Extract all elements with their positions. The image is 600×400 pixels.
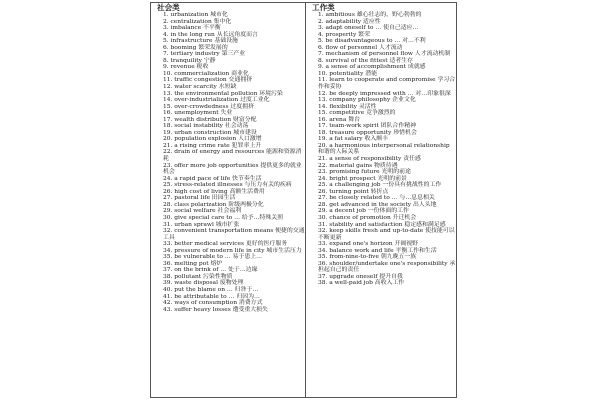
vocabulary-entry: 31. urban sprawl 城市扩张 bbox=[163, 221, 240, 228]
vocabulary-entry: 36. shoulder/undertake one's responsibility 承担起自己的责任 bbox=[318, 260, 456, 274]
social-vocabulary-list bbox=[157, 12, 305, 313]
vocabulary-entry: 6. booming 繁荣发展的 bbox=[163, 44, 228, 51]
vocabulary-entry: 11. learn to cooperate and compromise 学习合作和妥协 bbox=[318, 77, 456, 91]
social-column-title: 社会类 bbox=[157, 3, 180, 12]
vocabulary-entry: 35. from-nine-to-five 朝九晚五一族 bbox=[318, 254, 417, 261]
vocabulary-entry: 35. be vulnerable to … 易于患上… bbox=[163, 254, 262, 261]
vocabulary-entry: 40. put the blame on … 归咎于… bbox=[163, 286, 259, 293]
vocabulary-entry: 34. pressure of modern life in city 城市生活压力 bbox=[163, 247, 302, 254]
vocabulary-entry: 11. traffic congestion 交通拥挤 bbox=[163, 77, 253, 84]
vocabulary-entry: 26. high cost of living 高额生活费用 bbox=[163, 188, 265, 195]
vocabulary-entry: 32. convenient transportation means 便捷的交通工具 bbox=[163, 228, 305, 241]
vocabulary-entry: 33. expand one's horizon 开阔视野 bbox=[318, 241, 419, 248]
vocabulary-entry: 37. upgrade oneself 提升自我 bbox=[318, 273, 403, 280]
vocabulary-entry: 21. a sense of responsibility 责任感 bbox=[318, 156, 421, 163]
vocabulary-entry: 17. wealth distribution 财富分配 bbox=[163, 116, 257, 123]
vocabulary-entry: 1. ambitious 雄心壮志的，野心勃勃的 bbox=[318, 12, 422, 18]
vocabulary-entry: 4. prosperity 繁荣 bbox=[318, 31, 370, 38]
vocabulary-entry: 24. a rapid pace of life 快节奏生活 bbox=[163, 175, 262, 182]
vocabulary-entry: 12. be deeply impressed with … 对…印象很深 bbox=[318, 90, 451, 97]
vocabulary-entry: 14. over-industrialization 过度工业化 bbox=[163, 97, 270, 104]
vocabulary-entry: 19. a fat salary 收入颇丰 bbox=[318, 136, 389, 143]
vocabulary-entry: 7. mechanism of personnel flow 人才流动机制 bbox=[318, 51, 451, 58]
vocabulary-entry: 22. drain of energy and resources 能源和资源消耗 bbox=[163, 149, 302, 163]
vocabulary-entry: 20. population explosion 人口激增 bbox=[163, 136, 262, 143]
vocabulary-entry: 15. over-crowdedness 过度拥挤 bbox=[163, 103, 254, 110]
vocabulary-entry: 42. ways of consumption 消费方式 bbox=[163, 300, 263, 307]
vocabulary-entry: 16. unemployment 失业 bbox=[163, 110, 233, 117]
vocabulary-entry: 24. bright prospect 光明的前景 bbox=[318, 175, 407, 182]
vocabulary-entry: 5. infrastructure 基础设施 bbox=[163, 38, 238, 45]
vocabulary-entry: 6. flow of personnel 人才流动 bbox=[318, 44, 403, 51]
vocabulary-entry: 12. water scarcity 水短缺 bbox=[163, 84, 237, 91]
work-column-title: 工作类 bbox=[312, 3, 335, 12]
vocabulary-entry: 7. tertiary industry 第三产业 bbox=[163, 51, 246, 58]
vocabulary-entry: 32. keep skills fresh and up-to-date 使技能可以不断更新 bbox=[318, 228, 455, 241]
vocabulary-entry: 33. better medical services 更好的医疗服务 bbox=[163, 241, 288, 248]
vocabulary-entry: 36. melting pot 熔炉 bbox=[163, 260, 223, 267]
vocabulary-entry: 31. stability and satisfaction 稳定感和满足感 bbox=[318, 221, 446, 228]
vocabulary-entry: 38. pollutant 污染性物质 bbox=[163, 273, 233, 280]
vocabulary-entry: 14. flexibility 灵活性 bbox=[318, 103, 377, 110]
vocabulary-entry: 41. be attributable to … 归因为… bbox=[163, 293, 260, 300]
vocabulary-entry: 8. survival of the fittest 适者生存 bbox=[318, 57, 414, 64]
vocabulary-entry: 17. team-work spirit 团队合作精神 bbox=[318, 123, 416, 130]
vocabulary-entry: 3. imbalance 不平衡 bbox=[163, 25, 221, 32]
vocabulary-entry: 23. promising future 光明的前途 bbox=[318, 169, 411, 176]
vocabulary-entry: 27. pastoral life 田园生活 bbox=[163, 195, 236, 202]
vocabulary-entry: 16. arena 舞台 bbox=[318, 116, 361, 123]
vocabulary-entry: 43. suffer heavy losses 遭受重大损失 bbox=[163, 306, 268, 313]
vocabulary-entry: 25. a challenging job 一份具有挑战性的工作 bbox=[318, 182, 442, 189]
vocabulary-entry: 10. potentiality 潜能 bbox=[318, 70, 378, 77]
vocabulary-entry: 19. urban construction 城市建设 bbox=[163, 129, 257, 136]
vocabulary-entry: 3. adapt oneself to … 使自己适应… bbox=[318, 25, 419, 32]
vocabulary-entry: 34. balance work and life 平衡工作和生活 bbox=[318, 247, 437, 254]
vocabulary-entry: 28. get advanced in the society 出人头地 bbox=[318, 201, 437, 208]
vocabulary-entry: 25. stress-related illnesses 与压力有关的疾病 bbox=[163, 182, 292, 189]
vocabulary-entry: 9. a sense of accomplishment 成就感 bbox=[318, 64, 426, 71]
vocabulary-entry: 30. chance of promotion 升迁机会 bbox=[318, 214, 417, 221]
vocabulary-entry: 2. adaptability 适应性 bbox=[318, 18, 381, 25]
vocabulary-entry: 21. a rising crime rate 犯罪率上升 bbox=[163, 142, 262, 149]
vocabulary-entry: 4. in the long run 从长远角度而言 bbox=[163, 31, 258, 38]
vocabulary-entry: 29. social welfare 社会福利 bbox=[163, 208, 242, 215]
vocabulary-entry: 23. offer more job opportunities 提供更多的就业机会 bbox=[163, 162, 302, 176]
vocabulary-entry: 38. a well-paid job 高收入工作 bbox=[318, 280, 405, 287]
vocabulary-entry: 28. class polarization 阶级两极分化 bbox=[163, 201, 264, 208]
vocabulary-entry: 8. tranquility 宁静 bbox=[163, 57, 216, 64]
vocabulary-entry: 20. a harmonious interpersonal relationship 和谐的人际关系 bbox=[318, 142, 450, 156]
vocabulary-entry: 10. commercialization 商业化 bbox=[163, 70, 249, 77]
vocabulary-entry: 30. give special care to … 给予…特殊关照 bbox=[163, 214, 284, 221]
vocabulary-entry: 15. competitive 竞争激烈的 bbox=[318, 110, 396, 117]
vocabulary-entry: 1. urbanization 城市化 bbox=[163, 12, 228, 18]
vocabulary-entry: 18. social instability 社会动荡 bbox=[163, 123, 249, 130]
vocabulary-entry: 5. be disadvantageous to … 对…不利 bbox=[318, 38, 426, 45]
vocabulary-entry: 13. the environmental pollution 环境污染 bbox=[163, 90, 283, 97]
vocabulary-entry: 26. turning point 转折点 bbox=[318, 188, 389, 195]
vocabulary-entry: 13. company philosophy 企业文化 bbox=[318, 97, 416, 104]
vocabulary-entry: 39. waste disposal 废物处理 bbox=[163, 280, 244, 287]
work-vocabulary-list bbox=[312, 12, 456, 287]
work-vocabulary-column bbox=[305, 2, 457, 398]
vocabulary-entry: 22. material gains 物质待遇 bbox=[318, 162, 398, 169]
vocabulary-entry: 9. revenue 税收 bbox=[163, 64, 209, 71]
social-vocabulary-column bbox=[150, 2, 305, 398]
vocabulary-entry: 18. treasure opportunity 珍惜机会 bbox=[318, 129, 417, 136]
vocabulary-entry: 37. on the brink of … 处于…边缘 bbox=[163, 267, 258, 274]
vocabulary-entry: 2. centralization 集中化 bbox=[163, 18, 232, 25]
vocabulary-entry: 29. a decent job 一份体面的工作 bbox=[318, 208, 409, 215]
vocabulary-entry: 27. be closely related to … 与…息息相关 bbox=[318, 195, 435, 202]
